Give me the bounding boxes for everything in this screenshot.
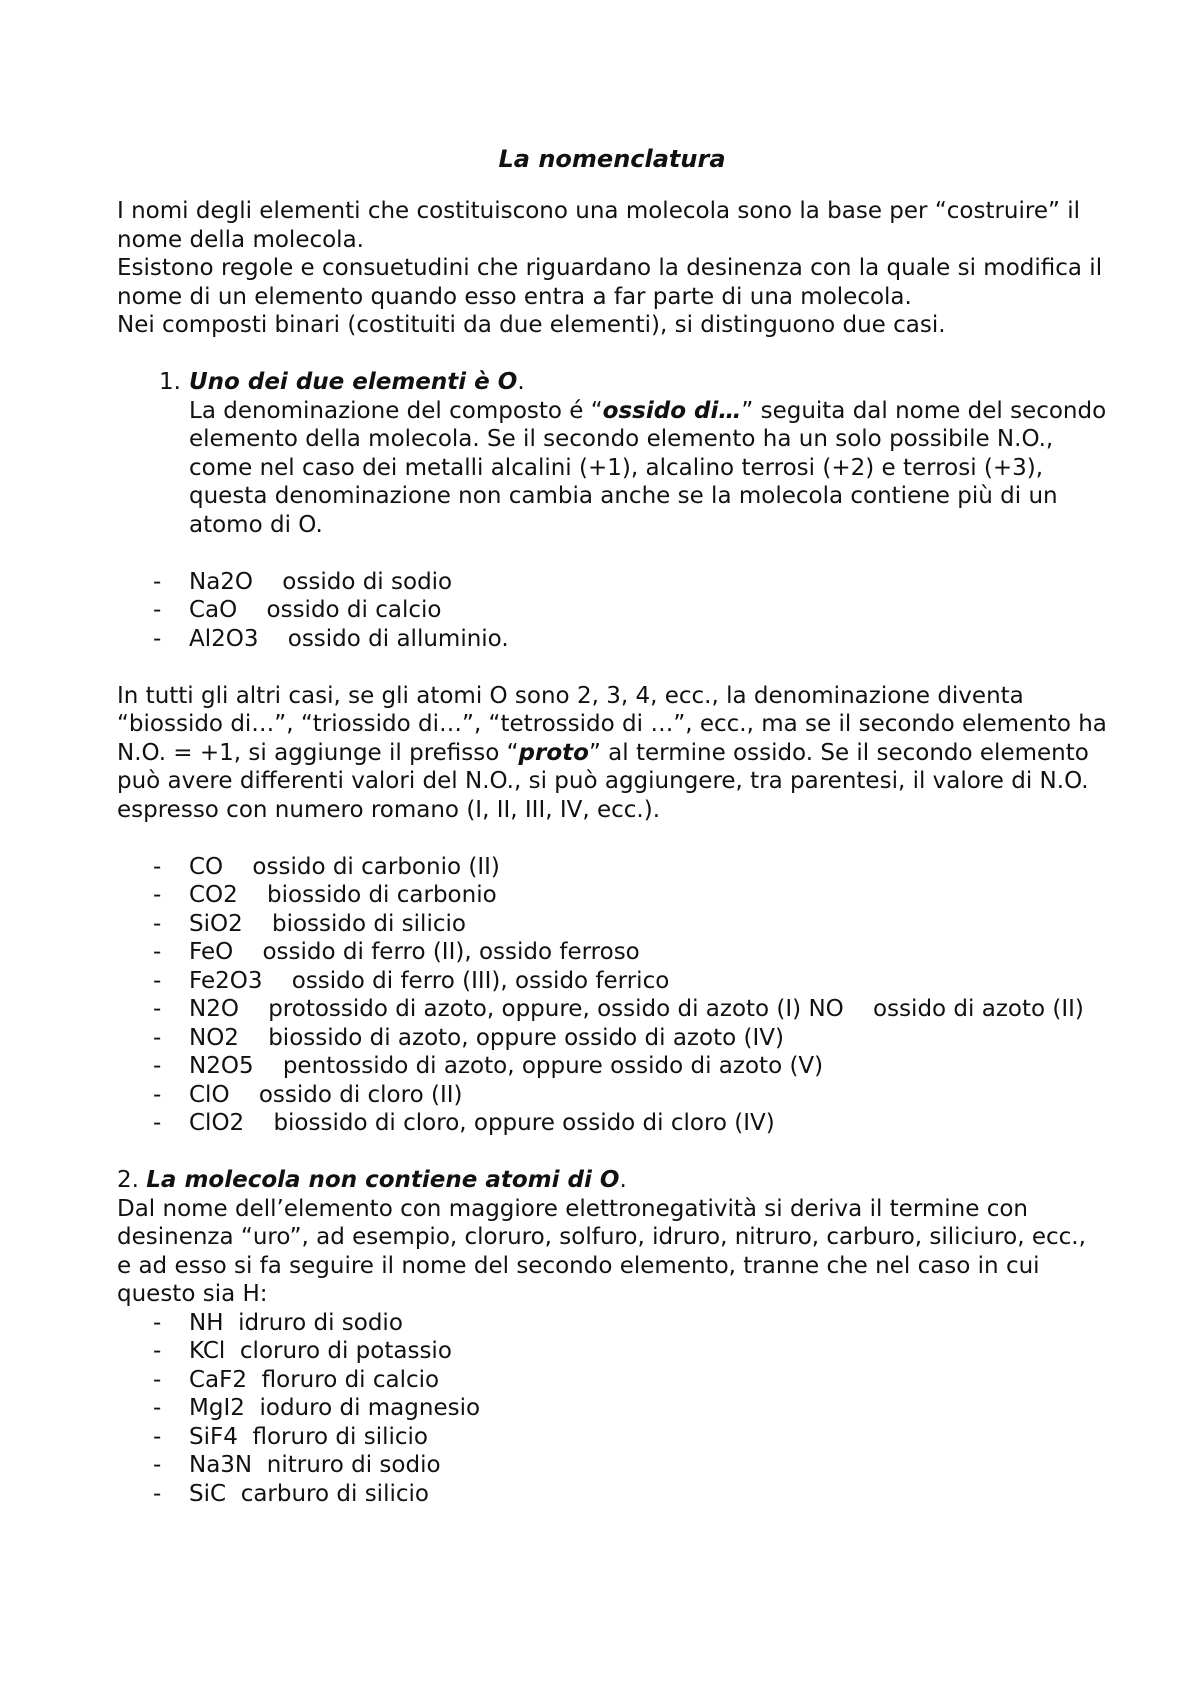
formula: KCl [189,1338,226,1364]
compound-name: floruro di calcio [261,1366,440,1393]
spacer [117,824,1107,853]
case-1-description [189,397,1107,540]
formula: SiO2 [189,910,243,937]
compound-name: floruro di silicio [252,1423,428,1450]
list-item [117,938,1107,967]
dash-marker: - [153,1452,162,1478]
dash-marker: - [153,882,162,908]
dash-marker: - [153,967,162,994]
dash-marker: - [153,1366,162,1393]
dash-marker: - [153,1480,162,1507]
compound-name: ossido di alluminio. [287,625,509,652]
other-cases-paragraph [117,682,1107,825]
case-1-heading-end: . [517,369,525,395]
list-item [117,1309,1107,1338]
formula: Al2O3 [189,625,259,652]
formula: CO [189,853,224,880]
case-1-number: 1. [159,369,181,395]
dash-marker: - [153,1423,162,1450]
case-1 [117,368,1107,539]
case-2-description: Dal nome dell’elemento con maggiore elettronegatività si deriva il termine con desinenza “uro”, ad esempio, cloruro, solfuro, idruro, nitruro, carburo, siliciuro, ecc., e ad esso si fa seguire il nome del secondo elemento, tranne che nel caso in cui questo sia H: [117,1195,1086,1307]
formula: N2O5 [189,1053,254,1079]
other-cases-text-a: In tutti gli altri casi, se gli atomi O sono 2, 3, 4, ecc., la denominazione diventa “biossido di…”, “triossido di…”, “tetrossido di …”, ecc., ma se il secondo elemento ha N.O. = +1, si aggiunge il prefisso “ [117,682,1107,766]
formula: CaO [189,597,238,623]
compound-name: carburo di silicio [240,1480,429,1507]
list-item [117,625,1107,654]
list-item [117,995,1107,1024]
list-item [117,1423,1107,1452]
compound-name: idruro di sodio [238,1309,403,1336]
formula: NO2 [189,1024,239,1051]
compound-name: ossido di ferro (II), ossido ferroso [262,939,640,965]
spacer [117,340,1107,369]
dash-marker: - [153,597,162,623]
list-item [117,1052,1107,1081]
formula: CaF2 [189,1366,248,1393]
case-1-heading-text: Uno dei due elementi è O [189,369,518,395]
compound-name: protossido di azoto, oppure, ossido di azoto (I) NO ossido di azoto (II) [268,996,1084,1022]
dash-marker: - [153,1081,162,1108]
compound-name: ossido di ferro (III), ossido ferrico [291,967,670,994]
case-2-heading-end: . [619,1167,627,1193]
formula: Na2O [189,568,254,595]
compound-name: ioduro di magnesio [259,1395,481,1421]
list-item [117,967,1107,996]
formula: N2O [189,996,239,1022]
case-2-heading-text: La molecola non contiene atomi di O [146,1167,620,1193]
formula: ClO [189,1081,230,1108]
case-2-number: 2. [117,1167,139,1193]
formula: CO2 [189,882,238,908]
compound-name: ossido di sodio [282,568,453,595]
other-cases-examples [117,853,1107,1138]
formula: Fe2O3 [189,967,263,994]
list-item [117,1480,1107,1509]
dash-marker: - [153,625,162,652]
list-item [117,1024,1107,1053]
list-item [117,1366,1107,1395]
formula: FeO [189,939,234,965]
list-item [117,596,1107,625]
dash-marker: - [153,1309,162,1336]
compound-name: pentossido di azoto, oppure ossido di azoto (V) [282,1053,824,1079]
list-item [117,853,1107,882]
dash-marker: - [153,939,162,965]
case-1-body [189,368,1107,539]
list-item [117,1337,1107,1366]
formula: SiC [189,1480,227,1507]
dash-marker: - [153,1024,162,1051]
spacer [117,653,1107,682]
compound-name: ossido di carbonio (II) [252,853,500,880]
intro-paragraph-3: Nei composti binari (costituiti da due elementi), si distinguono due casi. [117,312,946,338]
compound-name: biossido di azoto, oppure ossido di azoto (IV) [268,1024,784,1051]
dash-marker: - [153,1338,162,1364]
dash-marker: - [153,568,162,595]
dash-marker: - [153,1110,162,1136]
compound-name: ossido di calcio [266,597,442,623]
case-2-heading [117,1166,1107,1195]
other-cases-text-bold: proto [518,739,589,766]
dash-marker: - [153,1053,162,1079]
case-1-heading [189,368,1107,397]
compound-name: biossido di cloro, oppure ossido di cloro (IV) [273,1110,775,1136]
list-item [117,1394,1107,1423]
other-cases-text-b: ” al termine ossido. Se il secondo elemento può avere differenti valori del N.O., si può aggiungere, tra parentesi, il valore di N.O. espresso con numero romano (I, II, III, IV, ecc.). [117,739,1089,823]
compound-name: biossido di silicio [271,910,466,937]
list-item [117,568,1107,597]
formula: ClO2 [189,1110,245,1136]
dash-marker: - [153,910,162,937]
intro-paragraph-2: Esistono regole e consuetudini che riguardano la desinenza con la quale si modifica il nome di un elemento quando esso entra a far parte di una molecola. [117,255,1103,310]
formula: NH [189,1309,224,1336]
dash-marker: - [153,996,162,1022]
list-item [117,881,1107,910]
document-page [117,144,1107,1508]
case-1-text-b: ” seguita dal nome del secondo elemento della molecola. Se il secondo elemento ha un solo possibile N.O., come nel caso dei metalli alcalini (+1), alcalino terrosi (+2) e terrosi (+3), questa denominazione non cambia anche se la molecola contiene più di un atomo di O. [189,397,1107,538]
dash-marker: - [153,1395,162,1421]
spacer [117,1138,1107,1167]
intro-paragraph-1: I nomi degli elementi che costituiscono una molecola sono la base per “costruire” il nome della molecola. [117,198,1080,253]
case-1-text-a: La denominazione del composto é “ [189,397,603,424]
case-2-examples [117,1309,1107,1509]
list-item [117,1451,1107,1480]
compound-name: cloruro di potassio [239,1338,452,1364]
dash-marker: - [153,853,162,880]
compound-name: biossido di carbonio [267,882,497,908]
formula: MgI2 [189,1395,245,1421]
compound-name: ossido di cloro (II) [258,1081,463,1108]
list-item [117,1109,1107,1138]
list-item [117,1081,1107,1110]
spacer [117,539,1107,568]
case-1-text-bold: ossido di… [602,397,742,424]
document-title: La nomenclatura [498,145,726,173]
list-item [117,910,1107,939]
formula: SiF4 [189,1423,238,1450]
formula: Na3N [189,1452,253,1478]
compound-name: nitruro di sodio [266,1452,441,1478]
case-1-examples [117,568,1107,654]
